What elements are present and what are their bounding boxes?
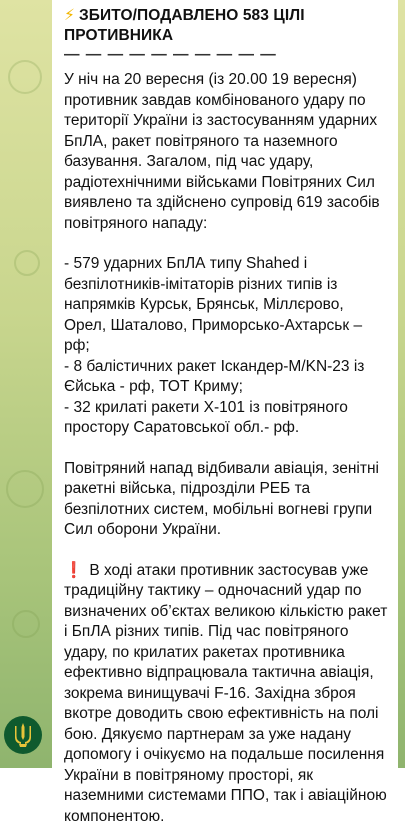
message-title xyxy=(64,6,388,46)
exclamation-icon: ❗ xyxy=(64,562,83,579)
message-paragraph: Повітряний напад відбивали авіація, зенітні ракетні війська, підрозділи РЕБ та безпілотних систем, мобільні вогневі групи Сил оборони України. xyxy=(64,459,388,541)
background-doodle xyxy=(14,250,40,276)
message-list-item: - 32 крилаті ракети Х-101 із повітряного простору Саратовської обл.- рф. xyxy=(64,398,388,439)
lightning-bolt-icon: ⚡ xyxy=(64,7,75,24)
message-paragraph xyxy=(64,561,388,827)
separator-line: — — — — — — — — — — xyxy=(64,46,388,64)
message-title-text: ЗБИТО/ПОДАВЛЕНО 583 ЦІЛІ ПРОТИВНИКА xyxy=(64,7,305,44)
message-list-item: - 579 ударних БпЛА типу Shahed і безпілотників-імітаторів різних типів із напрямків Курськ, Брянськ, Міллєрово, Орел, Шаталово, Приморсько-Ахтарськ – рф; xyxy=(64,254,388,357)
message-bubble[interactable] xyxy=(52,0,398,768)
message-list-item: - 8 балістичних ракет Іскандер-М/KN-23 із Єйська - рф, ТОТ Криму; xyxy=(64,357,388,398)
message-paragraph-text: В ході атаки противник застосував уже традиційну тактику – одночасний удар по визначених об’єктах великою кількістю ракет і БпЛА різних типів. Під час повітряного удару, по крилатих ракетах противника ефективно відпрацювала тактична авіація, зокрема винищувачі F-16. Західна зброя вкотре доводить свою ефективність на полі бою. Дякуємо партнерам за уже надану допомогу і очікуємо на подальше посилення України в повітряному просторі, як наземними системами ППО, так і авіаційною компонентою. xyxy=(64,562,387,825)
background-doodle xyxy=(12,610,40,638)
trident-emblem-icon xyxy=(11,721,35,749)
message-paragraph: У ніч на 20 вересня (із 20.00 19 вересня) противник завдав комбінованого удару по території України із застосуванням ударних БпЛА, ракет повітряного та наземного базування. Загалом, під час удару, радіотехнічними військами Повітряних Сил виявлено та здійснено супровід 619 засобів повітряного нападу: xyxy=(64,70,388,234)
background-doodle xyxy=(8,60,42,94)
channel-avatar[interactable] xyxy=(4,716,42,754)
background-doodle xyxy=(6,470,44,508)
